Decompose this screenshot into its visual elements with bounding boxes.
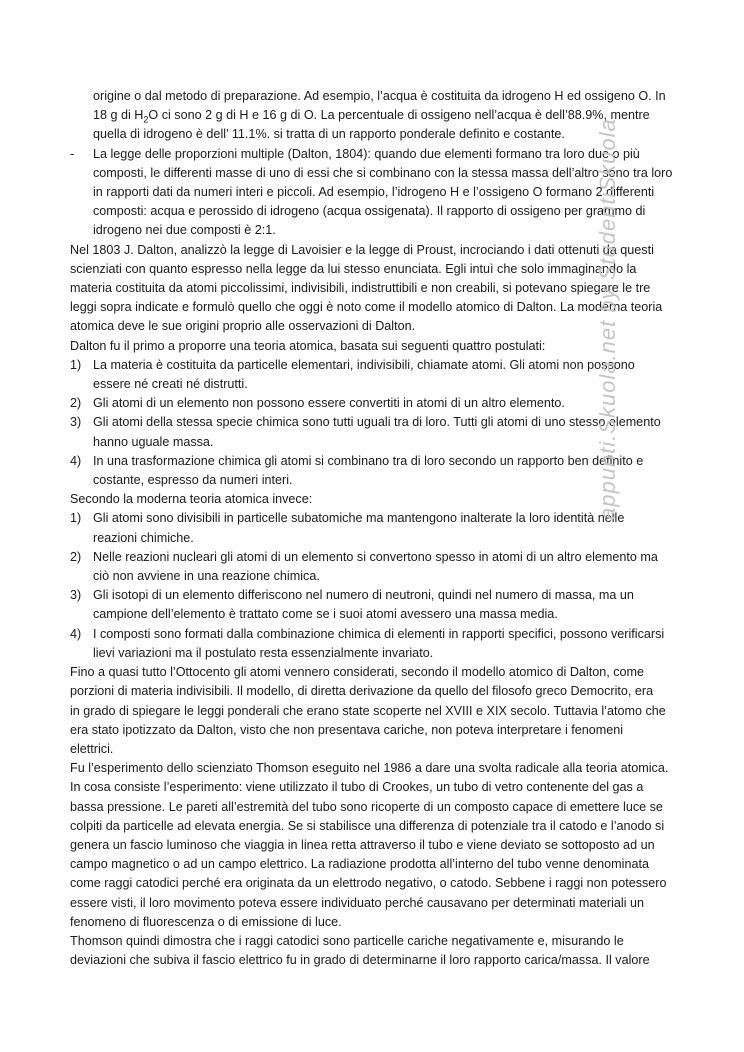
list-marker: 3) — [70, 588, 82, 603]
list-item-text — [93, 356, 680, 394]
subscript: 2 — [143, 114, 149, 125]
text-line: genera un fascio luminoso che viaggia in linea retta attraverso il tubo e viene deviato se sottoposto ad un — [70, 837, 655, 852]
text-line: colpiti da particelle ad elevata energia. Se si stabilisce una differenza di potenziale tra il catodo e l’anodo si — [70, 818, 665, 833]
text-line: Nelle reazioni nucleari gli atomi di un elemento si convertono spesso in atomi di un altro elemento ma — [93, 549, 658, 564]
list-item — [70, 356, 680, 394]
list-item — [70, 452, 680, 490]
text-line: La legge delle proporzioni multiple (Dalton, 1804): quando due elementi formano tra loro due o più — [93, 146, 640, 161]
text-line: campo magnetico o ad un campo elettrico. La radiazione prodotta all’interno del tubo venne denominata — [70, 857, 649, 872]
list-item — [70, 394, 680, 413]
text-line: campione dell’elemento è trattato come se i suoi atomi avessero una massa media. — [93, 607, 558, 622]
text-line: lievi variazioni ma il postulato resta essenzialmente invariato. — [93, 645, 434, 660]
text-line: Thomson quindi dimostra che i raggi catodici sono particelle cariche negativamente e, misurando le — [70, 933, 624, 948]
text-line: Fino a quasi tutto l’Ottocento gli atomi vennero considerati, secondo il modello atomico di Dalton, come — [70, 665, 645, 680]
text-line: bassa pressione. Le pareti all’estremità del tubo sono ricoperte di un composto capace di emettere luce se — [70, 799, 663, 814]
text-line: In una trasformazione chimica gli atomi si combinano tra di loro secondo un rapporto ben definito e — [93, 453, 644, 468]
text-line: essere né creati né distrutti. — [93, 377, 248, 392]
text-line: materia costituita da atomi piccolissimi, indivisibili, indistruttibili e non creabili, si potevano spiegare le tre — [70, 281, 651, 296]
ottocento-paragraph — [70, 663, 680, 759]
list-marker: 4) — [70, 453, 82, 468]
list-item — [70, 625, 680, 663]
text-line: Gli isotopi di un elemento differiscono nel numero di neutroni, quindi nel numero di massa, ma un — [93, 588, 634, 603]
text-line: hanno uguale massa. — [93, 434, 214, 449]
text-line: elettrici. — [70, 741, 114, 756]
thomson-conclusion-paragraph — [70, 932, 680, 970]
text-line: Nel 1803 J. Dalton, analizzò la legge di Lavoisier e la legge di Proust, incrociando i dati ottenuti da questi — [70, 242, 654, 257]
list-item — [70, 586, 680, 624]
text-line: Gli atomi di un elemento non possono essere convertiti in atomi di un altro elemento. — [93, 396, 565, 411]
text-span: O ci sono 2 g di H e 16 g di O. La percentuale di ossigeno nell’acqua è dell’88.9%, mentre — [148, 108, 650, 123]
text-line — [93, 106, 680, 125]
multiple-proportions-item — [70, 145, 680, 241]
list-item-text — [93, 586, 680, 624]
text-line: era stato ipotizzato da Dalton, visto che non presentava cariche, non poteva interpretare i fenomeni — [70, 722, 624, 737]
dalton-postulates-list — [70, 356, 680, 490]
text-line: composti, le differenti masse di uno di essi che si combinano con la stessa massa dell’altro sono tra loro — [93, 165, 673, 180]
text-line: leggi sopra indicate e formulò quello che oggi è noto come il modello atomico di Dalton. La moderna teoria — [70, 300, 663, 315]
text-line: atomica deve le sue origini proprio alle osservazioni di Dalton. — [70, 319, 416, 334]
list-marker: 1) — [70, 357, 82, 372]
text-line: origine o dal metodo di preparazione. Ad esempio, l’acqua è costituita da idrogeno H ed ossigeno O. In — [93, 89, 666, 103]
text-line: reazioni chimiche. — [93, 530, 194, 545]
document-page — [70, 87, 680, 970]
text-line: Gli atomi sono divisibili in particelle subatomiche ma mantengono inalterate la loro identità nelle — [93, 511, 625, 526]
text-line: La materia è costituita da particelle elementari, indivisibili, chiamate atomi. Gli atomi non possono — [93, 357, 635, 372]
text-line: In cosa consiste l’esperimento: viene utilizzato il tubo di Crookes, un tubo di vetro contenente del gas a — [70, 780, 644, 795]
text-line: fenomeno di fluorescenza o di emissione di luce. — [70, 914, 342, 929]
text-line: Dalton fu il primo a proporre una teoria atomica, basata sui seguenti quattro postulati: — [70, 338, 546, 353]
thomson-paragraph — [70, 759, 680, 932]
text-line: scienziati con quanto espresso nella legge da lui stesso enunciata. Egli intuì che solo immaginando la — [70, 261, 637, 276]
text-line: costante, espresso da numeri interi. — [93, 473, 293, 488]
modern-theory-list — [70, 509, 680, 663]
list-item-text — [93, 509, 680, 547]
list-item — [70, 509, 680, 547]
text-line: Fu l’esperimento dello scienziato Thomson eseguito nel 1986 a dare una svolta radicale alla teoria atomica. — [70, 761, 669, 776]
text-line: composti: acqua e perossido di idrogeno (acqua ossigenata). Il rapporto di ossigeno per grammo di — [93, 204, 646, 219]
text-line: come raggi catodici perché era originata da un elettrodo negativo, o catodo. Sebbene i raggi non potessero — [70, 876, 667, 891]
list-item-text — [93, 413, 680, 451]
watermark: appunti.Skuola.net by StudentiSkuola — [595, 118, 620, 520]
text-line: porzioni di materia indivisibili. Il modello, di diretta derivazione da quello del filosofo greco Democrito, era — [70, 684, 654, 699]
list-marker: 2) — [70, 396, 82, 411]
text-line: ciò non avviene in una reazione chimica. — [93, 569, 320, 584]
list-item-text — [93, 625, 680, 663]
list-item-text — [93, 145, 680, 241]
list-item — [70, 413, 680, 451]
list-marker: 2) — [70, 549, 82, 564]
list-marker: 3) — [70, 415, 82, 430]
text-line: deviazioni che subiva il fascio elettrico fu in grado di determinarne il loro rapporto carica/massa. Il valore — [70, 953, 650, 968]
text-line: quella di idrogeno è dell’ 11.1%. si tratta di un rapporto ponderale definito e costante. — [93, 127, 565, 142]
text-line: idrogeno nei due composti è 2:1. — [93, 223, 276, 238]
text-span: 18 g di H — [93, 108, 144, 123]
list-item-text — [93, 452, 680, 490]
text-line: essere visti, il loro movimento poteva essere individuato perché causavano per determinati materiali un — [70, 895, 645, 910]
text-line: Gli atomi della stessa specie chimica sono tutti uguali tra di loro. Tutti gli atomi di uno stesso elemento — [93, 415, 661, 430]
list-marker: 1) — [70, 511, 82, 526]
list-item-text — [93, 548, 680, 586]
text-line: I composti sono formati dalla combinazione chimica di elementi in rapporti specifici, possono verificarsi — [93, 626, 665, 641]
list-item — [70, 548, 680, 586]
text-line: in rapporti dati da numeri interi e piccoli. Ad esempio, l’idrogeno H e l’ossigeno O formano 2 differenti — [93, 185, 655, 200]
list-marker: 4) — [70, 626, 82, 641]
dalton-1803-paragraph — [70, 241, 680, 356]
list-marker: - — [70, 146, 75, 161]
text-line: in grado di spiegare le leggi ponderali che erano state scoperte nel XVIII e XIX secolo. Tuttavia l’atomo che — [70, 703, 666, 718]
list-item-text — [93, 394, 680, 413]
water-example-paragraph — [70, 87, 680, 145]
modern-theory-intro: Secondo la moderna teoria atomica invece: — [70, 492, 313, 507]
